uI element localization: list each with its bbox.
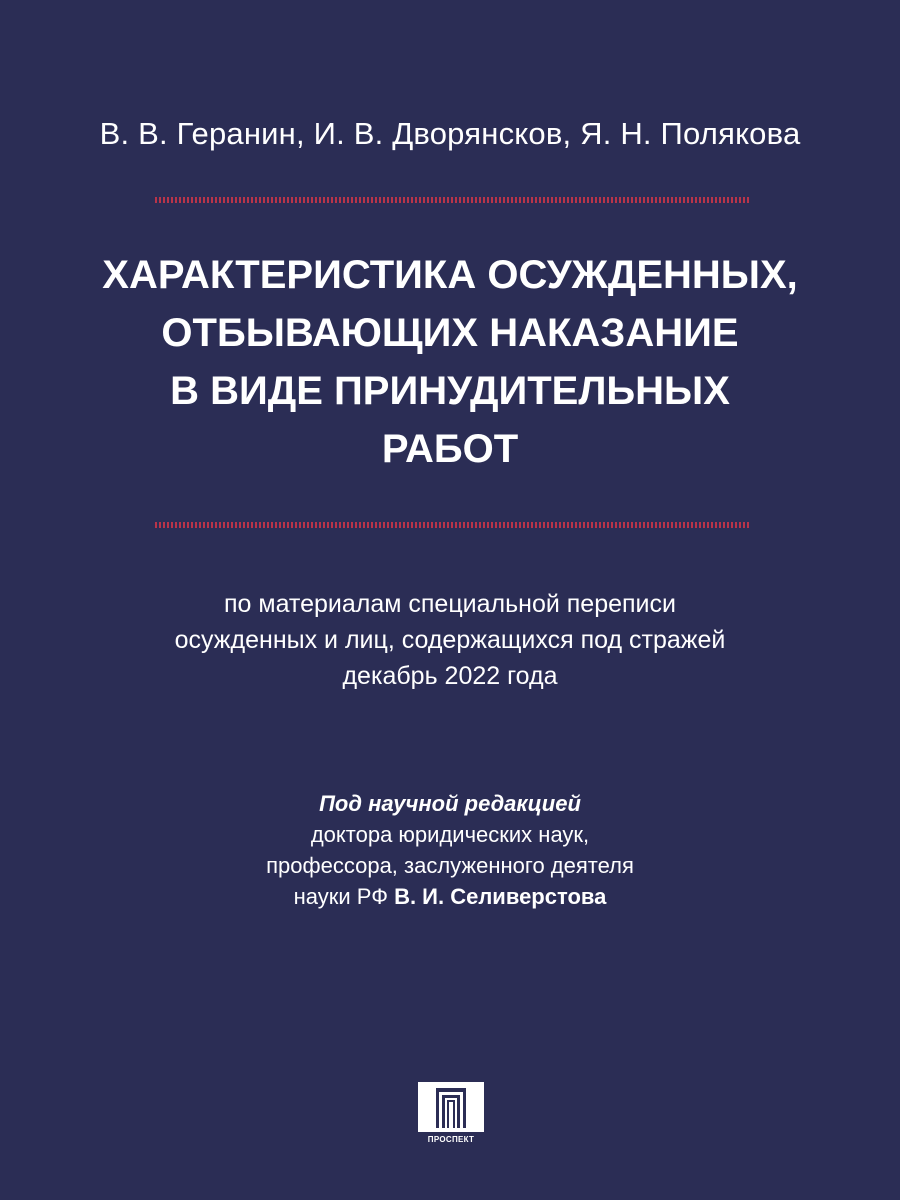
top-divider xyxy=(155,197,751,203)
book-title xyxy=(0,246,900,478)
publisher-logo xyxy=(418,1082,484,1148)
editor-block xyxy=(0,788,900,912)
title-line: ХАРАКТЕРИСТИКА ОСУЖДЕННЫХ, xyxy=(102,253,798,297)
subtitle-line: по материалам специальной переписи xyxy=(224,590,676,618)
subtitle-line: осужденных и лиц, содержащихся под стражей xyxy=(174,626,726,654)
subtitle xyxy=(0,586,900,694)
editor-line xyxy=(0,881,900,912)
editor-line: профессора, заслуженного деятеля xyxy=(266,853,634,878)
editor-line: доктора юридических наук, xyxy=(310,822,590,847)
title-line: В ВИДЕ ПРИНУДИТЕЛЬНЫХ xyxy=(170,369,730,413)
bottom-divider xyxy=(155,522,751,528)
authors: В. В. Геранин, И. В. Дворянсков, Я. Н. Полякова xyxy=(99,116,801,151)
publisher-label: ПРОСПЕКТ xyxy=(418,1132,484,1148)
title-line: РАБОТ xyxy=(381,427,519,471)
subtitle-line: декабрь 2022 года xyxy=(342,662,558,690)
prospekt-logo-icon xyxy=(418,1082,484,1132)
title-line: ОТБЫВАЮЩИХ НАКАЗАНИЕ xyxy=(161,311,739,355)
editor-name: В. И. Селиверстова xyxy=(394,884,607,909)
editor-line-prefix: науки РФ xyxy=(293,884,388,909)
editor-heading: Под научной редакцией xyxy=(319,791,581,816)
